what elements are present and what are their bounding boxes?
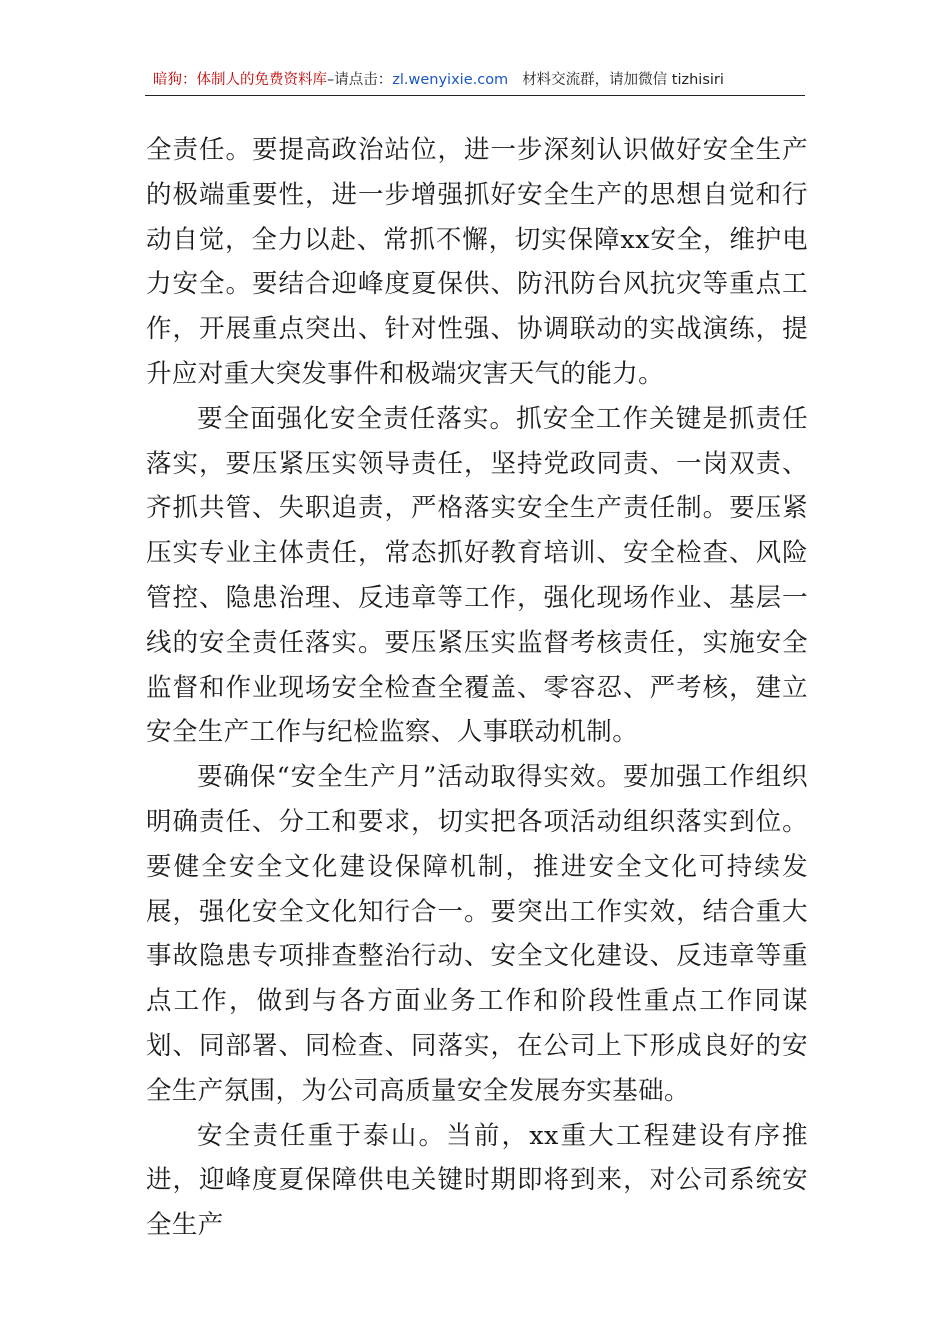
header-url-link[interactable]: zl.wenyixie.com xyxy=(392,72,509,88)
paragraph-continued: 全责任。要提高政治站位，进一步深刻认识做好安全生产的极端重要性，进一步增强抓好安全生产的思想自觉和行动自觉，全力以赴、常抓不懈，切实保障xx安全，维护电力安全。要结合迎峰度夏保供、防汛防台风抗灾等重点工作，开展重点突出、针对性强、协调联动的实战演练，提升应对重大突发事件和极端灾害天气的能力。 xyxy=(146,135,808,389)
paragraph-responsibility: 要全面强化安全责任落实。抓安全工作关键是抓责任落实，要压紧压实领导责任，坚持党政同责、一岗双责、齐抓共管、失职追责，严格落实安全生产责任制。要压紧压实专业主体责任，常态抓好教育培训、安全检查、风险管控、隐患治理、反违章等工作，强化现场作业、基层一线的安全责任落实。要压紧压实监督考核责任，实施安全监督和作业现场安全检查全覆盖、零容忍、严考核，建立安全生产工作与纪检监察、人事联动机制。 xyxy=(146,403,808,748)
header-brand: 暗狗：体制人的免费资料库 xyxy=(153,72,327,88)
paragraph-closing: 安全责任重于泰山。当前，xx重大工程建设有序推进，迎峰度夏保障供电关键时期即将到来，对公司系统安全生产 xyxy=(146,1120,808,1241)
header-contact: 材料交流群，请加微信 tizhisiri xyxy=(522,72,724,88)
page-header xyxy=(145,68,805,96)
document-body xyxy=(146,128,808,1248)
header-link-prefix: –请点击： xyxy=(327,72,393,88)
paragraph-safety-month: 要确保“安全生产月”活动取得实效。要加强工作组织明确责任、分工和要求，切实把各项活动组织落实到位。要健全安全文化建设保障机制，推进安全文化可持续发展，强化安全文化知行合一。要突出工作实效，结合重大事故隐患专项排查整治行动、安全文化建设、反违章等重点工作，做到与各方面业务工作和阶段性重点工作同谋划、同部署、同检查、同落实，在公司上下形成良好的安全生产氛围，为公司高质量安全发展夯实基础。 xyxy=(146,762,808,1106)
